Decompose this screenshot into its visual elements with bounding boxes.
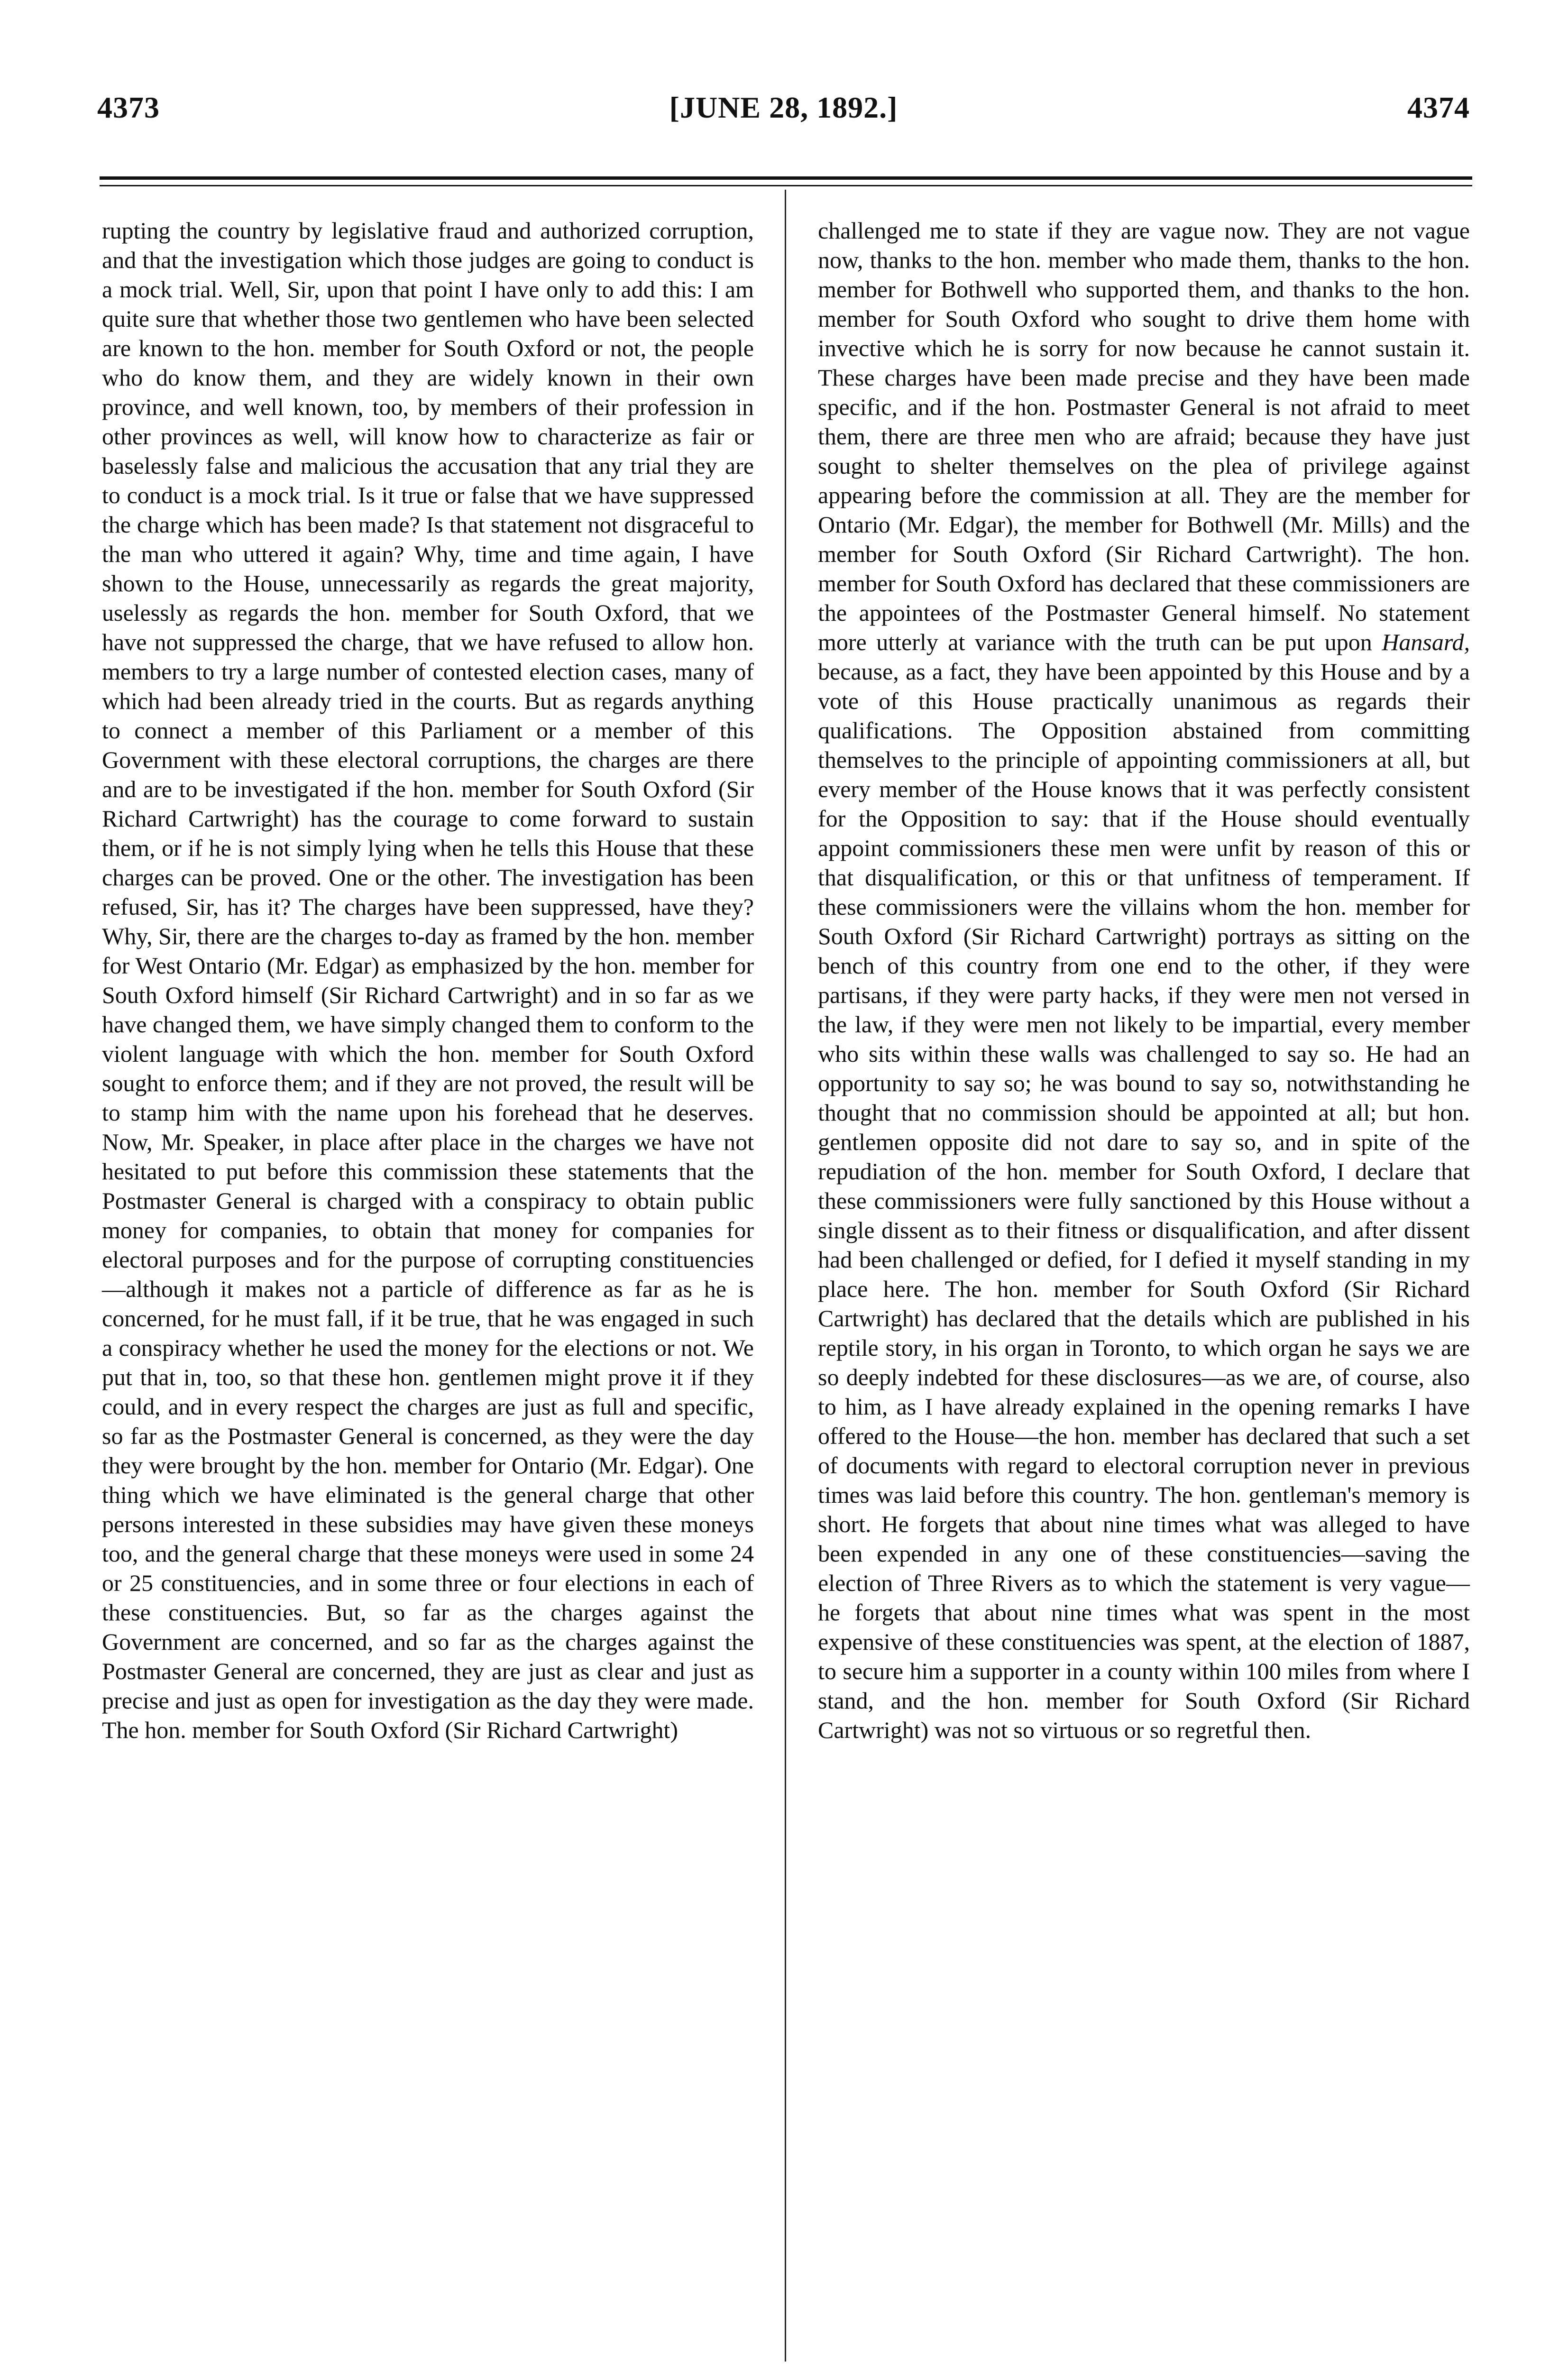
- hansard-italic: Hansard,: [1382, 629, 1470, 655]
- header-rule-thick: [100, 176, 1472, 180]
- right-column-text-part-2: because, as a fact, they have been appointed by this House and by a vote of this House practically unanimous as regards their qualifications. The Opposition abstained from committing themselves to the principle of appointing commissioners at all, but every member of the House knows that it was perfectly consistent for the Opposition to say: that if the House should eventually appoint commissioners these men were unfit by reason of this or that disqualification, or this or that unfitness of temperament. If these commissioners were the villains whom the hon. member for South Oxford (Sir Richard Cartwright) portrays as sitting on the bench of this country from one end to the other, if they were partisans, if they were party hacks, if they were men not versed in the law, if they were men not likely to be impartial, every member who sits within these walls was challenged to say so. He had an opportunity to say so; he was bound to say so, notwithstanding he thought that no commission should be appointed at all; but hon. gentlemen opposite did not dare to say so, and in spite of the repudiation of the hon. member for South Oxford, I declare that these commissioners were fully sanctioned by this House without a single dissent as to their fitness or disqualification, and after dissent had been challenged or defied, for I defied it myself standing in my place here. The hon. member for South Oxford (Sir Richard Cartwright) has declared that the details which are published in his reptile story, in his organ in Toronto, to which organ he says we are so deeply indebted for these disclosures—as we are, of course, also to him, as I have already explained in the opening remarks I have offered to the House—the hon. member has declared that such a set of documents with regard to electoral corruption never in previous times was laid before this country. The hon. gentleman's memory is short. He forgets that about nine times what was alleged to have been expended in any one of these constituencies—saving the election of Three Rivers as to which the statement is very vague—he forgets that about nine times what was spent in the most expensive of these constituencies was spent, at the election of 1887, to secure him a supporter in a county within 100 miles from where I stand, and the hon. member for South Oxford (Sir Richard Cartwright) was not so virtuous or so regretful then.: [818, 658, 1470, 1743]
- header-rule-thin: [100, 185, 1472, 186]
- left-column-text: rupting the country by legislative fraud and authorized corruption, and that the investigation which those judges are going to conduct is a mock trial. Well, Sir, upon that point I have only to add this: I am quite sure that whether those two gentlemen who have been selected are known to the hon. member for South Oxford or not, the people who do know them, and they are widely known in their own province, and well known, too, by members of their profession in other provinces as well, will know how to characterize as fair or baselessly false and malicious the accusation that any trial they are to conduct is a mock trial. Is it true or false that we have suppressed the charge which has been made? Is that statement not disgraceful to the man who uttered it again? Why, time and time again, I have shown to the House, unnecessarily as regards the great majority, uselessly as regards the hon. member for South Oxford, that we have not suppressed the charge, that we have refused to allow hon. members to try a large number of contested election cases, many of which had been already tried in the courts. But as regards anything to connect a member of this Parliament or a member of this Government with these electoral corruptions, the charges are there and are to be investigated if the hon. member for South Oxford (Sir Richard Cartwright) has the courage to come forward to sustain them, or if he is not simply lying when he tells this House that these charges can be proved. One or the other. The investigation has been refused, Sir, has it? The charges have been suppressed, have they? Why, Sir, there are the charges to-day as framed by the hon. member for West Ontario (Mr. Edgar) as emphasized by the hon. member for South Oxford himself (Sir Richard Cartwright) and in so far as we have changed them, we have simply changed them to conform to the violent language with which the hon. member for South Oxford sought to enforce them; and if they are not proved, the result will be to stamp him with the name upon his forehead that he deserves. Now, Mr. Speaker, in place after place in the charges we have not hesitated to put before this commission these statements that the Postmaster General is charged with a conspiracy to obtain public money for companies, to obtain that money for companies for electoral purposes and for the purpose of corrupting constituencies—although it makes not a particle of difference as far as he is concerned, for he must fall, if it be true, that he was engaged in such a conspiracy whether he used the money for the elections or not. We put that in, too, so that these hon. gentlemen might prove it if they could, and in every respect the charges are just as full and specific, so far as the Postmaster General is concerned, as they were the day they were brought by the hon. member for Ontario (Mr. Edgar). One thing which we have eliminated is the general charge that other persons interested in these subsidies may have given these moneys too, and the general charge that these moneys were used in some 24 or 25 constituencies, and in some three or four elections in each of these constituencies. But, so far as the charges against the Government are concerned, and so far as the charges against the Postmaster General are concerned, they are just as clear and just as precise and just as open for investigation as the day they were made. The hon. member for South Oxford (Sir Richard Cartwright): [102, 217, 754, 1743]
- right-column: [818, 216, 1470, 1745]
- right-column-text: [818, 216, 1470, 1745]
- column-divider: [785, 190, 786, 2362]
- left-column: [102, 216, 754, 1745]
- page-number-left: 4373: [97, 91, 160, 124]
- page-header: [97, 90, 1470, 142]
- right-column-text-part-1: challenged me to state if they are vague now. They are not vague now, thanks to the hon. member who made them, thanks to the hon. member for Bothwell who supported them, and thanks to the hon. member for South Oxford who sought to drive them home with invective which he is sorry for now because he cannot sustain it. These charges have been made precise and they have been made specific, and if the hon. Postmaster General is not afraid to meet them, there are three men who are afraid; because they have just sought to shelter themselves on the plea of privilege against appearing before the commission at all. They are the member for Ontario (Mr. Edgar), the member for Bothwell (Mr. Mills) and the member for South Oxford (Sir Richard Cartwright). The hon. member for South Oxford has declared that these commissioners are the appointees of the Postmaster General himself. No statement more utterly at variance with the truth can be put upon: [818, 217, 1470, 655]
- page-number-right: 4374: [1407, 91, 1470, 124]
- header-date: [JUNE 28, 1892.]: [669, 91, 898, 124]
